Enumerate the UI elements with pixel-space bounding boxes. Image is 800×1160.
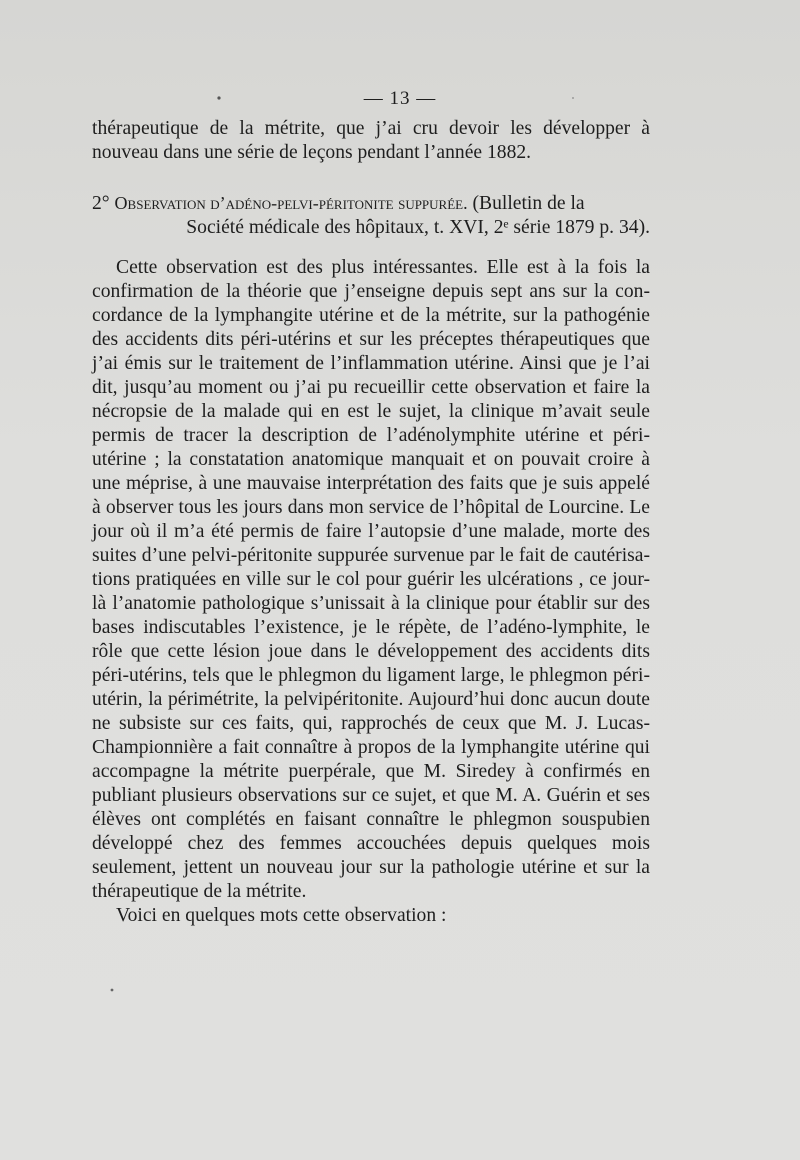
page-number: — 13 — [363, 88, 437, 109]
heading-title: Observation d’adéno-pelvi-péritonite suppurée. [114, 193, 468, 213]
heading-number: 2° [92, 193, 110, 214]
heading-reference-end: Société médicale des hôpitaux, t. XVI, 2ᵉ série 1879 p. 34). [186, 217, 650, 238]
body-paragraph: Cette observation est des plus intéressantes. Elle est à la fois la confirmation de la théorie que j’enseigne depuis sept ans sur la concordance de la lymphangite utérine et de la métrite, sur la pathogénie des accidents dits péri-utérins et sur les préceptes thérapeutiques que j’ai émis sur le traitement de l’inflammation utérine. Ainsi que je l’ai dit, jusqu’au moment ou j’ai pu recueillir cette observation et faire la nécropsie de la malade qui en est le sujet, la clinique m’avait seule permis de tracer la description de l’adénolymphite utérine et péri-utérine ; la constatation anatomique manquait et on pouvait croire à une méprise, à une mauvaise interprétation des faits que je suis appelé à observer tous les jours dans mon service de l’hôpital de Lourcine. Le jour où il m’a été permis de faire l’autopsie d’une malade, morte des suites d’une pelvi-péritonite suppurée survenue par le fait de cautérisations pratiquées en ville sur le col pour guérir les ulcérations , ce jour-là l’anatomie pathologique s’unissait à la clinique pour établir sur des bases indiscutables l’existence, je le répète, de l’adéno-lymphite, le rôle que cette lésion joue dans le développement des accidents dits péri-utérins, tels que le phlegmon du ligament large, le phlegmon péri-utérin, la périmétrite, la pelvipéritonite. Aujourd’hui donc aucun doute ne subsiste sur ces faits, qui, rapprochés de ceux que M. J. Lucas-Championnière a fait connaître à propos de la lymphangite utérine qui accompagne la métrite puerpérale, que M. Siredey à confirmés en publiant plusieurs observations sur ce sujet, et que M. A. Guérin et ses élèves ont complétés en faisant connaître le phlegmon souspubien développé chez des femmes accouchées depuis quelques mois seulement, jettent un nouveau jour sur la pathologie utérine et sur la thérapeutique de la métrite. [92, 257, 650, 902]
continuation-paragraph: thérapeutique de la métrite, que j’ai cru devoir les développer à nouveau dans une série de leçons pendant l’année 1882. [92, 118, 650, 163]
section-heading [92, 191, 650, 240]
page-text [92, 117, 650, 928]
closing-paragraph: Voici en quelques mots cette observation : [116, 905, 447, 926]
heading-reference-start: (Bulletin de la [472, 193, 585, 214]
